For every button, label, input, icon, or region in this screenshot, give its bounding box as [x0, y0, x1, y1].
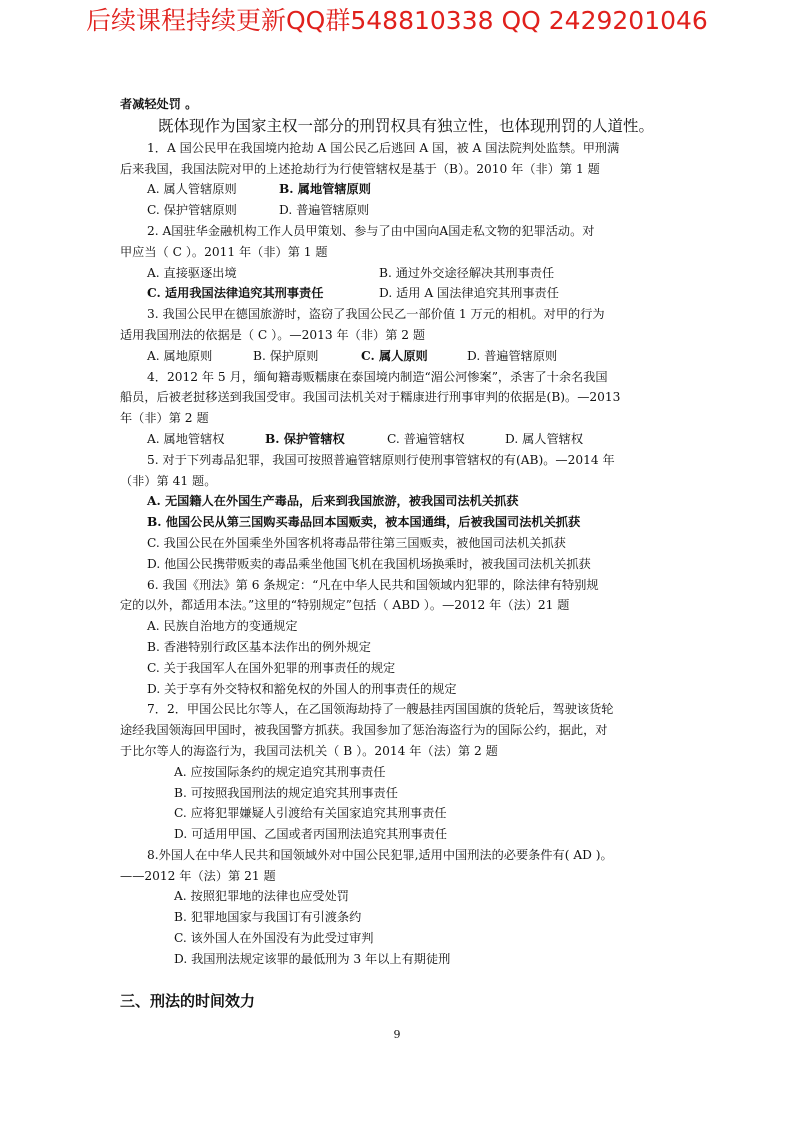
option-b: B. 可按照我国刑法的规定追究其刑事责任: [174, 785, 398, 800]
option-d: D. 关于享有外交特权和豁免权的外国人的刑事责任的规定: [147, 681, 457, 696]
option-a: A. 直接驱逐出境: [147, 265, 237, 280]
text-line: 后来我国，我国法院对甲的上述抢劫行为行使管辖权是基于（B）。2010 年（非）第 1 题: [120, 161, 600, 176]
question-4: 4．2012 年 5 月，缅甸籍毒贩糯康在泰国境内制造“湄公河惨案”，杀害了十余名我国: [147, 369, 608, 384]
option-c: C. 保护管辖原则: [147, 203, 237, 218]
option-b: B. 犯罪地国家与我国订有引渡条约: [174, 910, 362, 925]
option-c: C. 该外国人在外国没有为此受过审判: [174, 931, 374, 946]
question-2: 2. A国驻华金融机构工作人员甲策划、参与了由中国向A国走私文物的犯罪活动。对: [147, 223, 595, 238]
question-6: 6. 我国《刑法》第 6 条规定：“凡在中华人民共和国领域内犯罪的，除法律有特别规: [147, 577, 599, 592]
options-row: [120, 429, 680, 450]
option-d: D. 我国刑法规定该罪的最低刑为 3 年以上有期徒刑: [174, 951, 451, 966]
text-line: 者减轻处罚 。: [120, 97, 198, 111]
option-d: D. 普遍管辖原则: [279, 203, 370, 218]
option-d: D. 属人管辖权: [505, 431, 584, 446]
text-line: 适用我国刑法的依据是（ C ）。—2013 年（非）第 2 题: [120, 327, 426, 342]
option-b: B. 保护管辖权: [265, 431, 345, 446]
text-line: 年（非）第 2 题: [120, 411, 209, 426]
option-c: C. 关于我国军人在国外犯罪的刑事责任的规定: [147, 660, 396, 675]
option-c: C. 属人原则: [361, 348, 428, 363]
text-line: 定的以外，都适用本法。”这里的“特别规定”包括（ ABD ）。—2012 年（法）21 题: [120, 598, 570, 613]
option-a: A. 属人管辖原则: [147, 182, 237, 197]
option-c: C. 我国公民在外国乘坐外国客机将毒品带往第三国贩卖，被他国司法机关抓获: [147, 535, 566, 550]
option-a: A. 民族自治地方的变通规定: [147, 619, 298, 634]
question-5: 5. 对于下列毒品犯罪，我国可按照普遍管辖原则行使刑事管辖权的有(AB)。—2014 年: [147, 452, 615, 467]
option-a: A. 属地原则: [147, 348, 213, 363]
option-d: D. 他国公民携带贩卖的毒品乘坐他国飞机在我国机场换乘时，被我国司法机关抓获: [147, 556, 591, 571]
option-a: A. 属地管辖权: [147, 431, 225, 446]
option-b: B. 属地管辖原则: [279, 182, 371, 197]
text-line: （非）第 41 题。: [120, 473, 217, 488]
text-line: ——2012 年（法）第 21 题: [120, 868, 276, 883]
option-c: C. 应将犯罪嫌疑人引渡给有关国家追究其刑事责任: [174, 806, 447, 821]
options-row: [120, 283, 680, 304]
option-a: A. 应按国际条约的规定追究其刑事责任: [174, 764, 386, 779]
option-b: B. 他国公民从第三国购买毒品回本国贩卖，被本国通缉，后被我国司法机关抓获: [147, 515, 581, 530]
section-heading: 三、刑法的时间效力: [120, 992, 256, 1010]
question-3: 3. 我国公民甲在德国旅游时，盗窃了我国公民乙一部价值 1 万元的相机。对甲的行为: [147, 307, 605, 322]
option-d: D. 可适用甲国、乙国或者丙国刑法追究其刑事责任: [174, 827, 448, 842]
option-b: B. 通过外交途径解决其刑事责任: [379, 265, 555, 280]
text-line: 甲应当（ C ）。2011 年（非）第 1 题: [120, 244, 328, 259]
page-number: 9: [393, 1028, 401, 1041]
option-a: A. 按照犯罪地的法律也应受处罚: [174, 889, 349, 904]
option-c: C. 普遍管辖权: [387, 431, 465, 446]
option-b: B. 保护原则: [253, 348, 319, 363]
option-d: D. 普遍管辖原则: [467, 348, 558, 363]
option-b: B. 香港特别行政区基本法作出的例外规定: [147, 639, 371, 654]
text-line: 船员，后被老挝移送到我国受审。我国司法机关对于糯康进行刑事审判的依据是(B)。—2013: [120, 390, 621, 405]
question-7: 7．2．甲国公民比尔等人，在乙国领海劫持了一艘悬挂丙国国旗的货轮后，驾驶该货轮: [147, 702, 614, 717]
question-8: 8.外国人在中华人民共和国领域外对中国公民犯罪,适用中国刑法的必要条件有( AD )。: [147, 847, 613, 862]
options-row: [120, 346, 680, 367]
text-line: 途经我国领海回甲国时，被我国警方抓获。我国参加了惩治海盗行为的国际公约，据此，对: [120, 723, 608, 738]
options-row: [120, 263, 680, 284]
option-d: D. 适用 A 国法律追究其刑事责任: [379, 286, 559, 301]
option-c: C. 适用我国法律追究其刑事责任: [147, 286, 324, 301]
summary-line: 既体现作为国家主权一部分的刑罚权具有独立性，也体现刑罚的人道性。: [158, 116, 655, 135]
header-banner: 后续课程持续更新QQ群548810338 QQ 2429201046: [86, 6, 708, 35]
options-row: [120, 179, 680, 200]
options-row: [120, 200, 680, 221]
option-a: A. 无国籍人在外国生产毒品，后来到我国旅游，被我国司法机关抓获: [147, 494, 519, 509]
question-1: 1．A 国公民甲在我国境内抢劫 A 国公民乙后逃回 A 国，被 A 国法院判处监禁。甲刑满: [147, 140, 620, 155]
document-body: [120, 94, 680, 970]
text-line: 于比尔等人的海盗行为，我国司法机关（ B ）。2014 年（法）第 2 题: [120, 743, 498, 758]
